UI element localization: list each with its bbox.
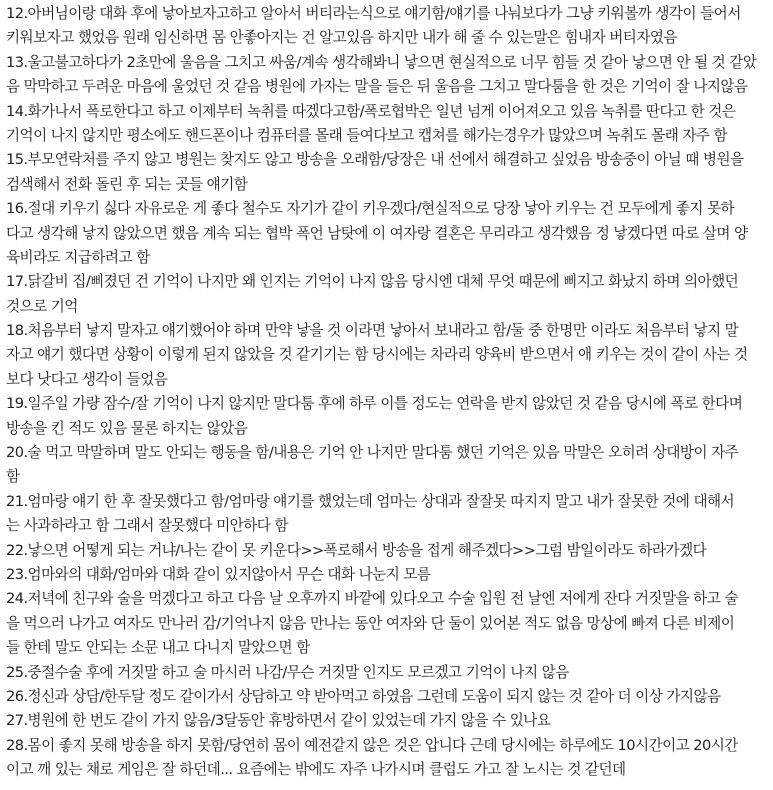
list-item <box>6 661 768 685</box>
item-text-line: 24.저녁에 친구와 술을 먹겠다고 하고 다음 날 오후까지 바깥에 있다오고 수술 입원 전 날엔 저에게 잔다 거짓말을 하고 술 <box>6 590 738 608</box>
item-text-line: 자고 얘기 했다면 상황이 이렇게 된지 않았을 것 같기기는 함 당시에는 차라리 양육비 받으면서 애 키우는 것이 같이 사는 것 <box>6 346 748 364</box>
item-text-line: 기억이 나지 않지만 평소에도 핸드폰이나 컴퓨터를 몰래 들여다보고 캡쳐를 해가는경우가 많았으며 녹취도 몰래 자주 함 <box>6 126 728 144</box>
item-text-line: 14.화가나서 폭로한다고 하고 이제부터 녹취를 따겠다고함/폭로협박은 일년 넘게 이어져오고 있음 녹취를 딴다고 한 것은 <box>6 102 736 120</box>
item-text-line: 19.일주일 가량 잠수/잘 기억이 나지 않지만 말다툼 후에 하루 이틀 정도는 연락을 받지 않았던 것 같음 당시에 폭로 한다며 <box>6 395 743 413</box>
item-text-line: 육비라도 지급하려고 함 <box>6 248 150 266</box>
item-text-line: 16.절대 키우기 싫다 자유로운 게 좋다 철수도 자기가 같이 키우겠다/현실적으로 당장 낳아 키우는 건 모두에게 좋지 못하 <box>6 200 735 218</box>
list-item <box>6 197 768 270</box>
item-text-line: 이고 깨 있는 채로 게임은 잘 하던데... 요즘에는 밖에도 자주 나가시며 클럽도 가고 잘 노시는 것 같던데 <box>6 761 626 779</box>
item-text-line: 검색해서 전화 돌린 후 되는 곳들 얘기함 <box>6 175 248 193</box>
list-item <box>6 148 768 197</box>
list-item <box>6 270 768 319</box>
list-item <box>6 563 768 587</box>
item-text-line: 26.정신과 상담/한두달 정도 같이가서 상담하고 약 받아먹고 하였음 그런데 도움이 되지 않는 것 같아 더 이상 가지않음 <box>6 687 721 705</box>
list-item <box>6 490 768 539</box>
item-text-line: 25.중절수술 후에 거짓말 하고 술 마시러 나감/무슨 거짓말 인지도 모르겠고 기억이 나지 않음 <box>6 663 569 681</box>
item-text-line: 18.처음부터 낳지 말자고 얘기했어야 하며 만약 낳을 것 이라면 낳아서 보내라고 함/둘 중 한명만 이라도 처음부터 낳지 말 <box>6 322 739 340</box>
list-item <box>6 51 768 100</box>
item-text-line: 는 사과하라고 함 그래서 잘못했다 미안하다 함 <box>6 517 288 535</box>
list-item <box>6 319 768 392</box>
item-text-line: 13.울고불고하다가 2초만에 울음을 그치고 싸움/계속 생각해봐니 낳으면 현실적으로 너무 힘들 것 같아 낳으면 안 될 것 같았 <box>6 53 757 71</box>
list-item <box>6 734 768 783</box>
item-text-line: 28.몸이 좋지 못해 방송을 하지 못함/당연히 몸이 예전같지 않은 것은 압니다 근데 당시에는 하루에도 10시간이고 20시간 <box>6 736 738 754</box>
document-body <box>6 2 768 783</box>
item-text-line: 을 먹으러 나가고 여자도 만나러 감/기억나지 않음 만나는 동안 여자와 단 둘이 있어본 적도 없음 망상에 빠져 다른 비제이 <box>6 614 735 632</box>
item-text-line: 20.술 먹고 막말하며 말도 안되는 행동을 함/내용은 기억 안 나지만 말다툼 했던 기억은 있음 막말은 오히려 상대방이 자주 <box>6 444 739 462</box>
item-text-line: 15.부모연락처를 주지 않고 병원는 찾지도 않고 방송을 오래함/당장은 내 선에서 해결하고 싶었음 방송중이 아닐 때 병원을 <box>6 151 744 169</box>
item-text-line: 22.낳으면 어떻게 되는 거냐/나는 같이 못 키운다>>폭로해서 방송을 접게 해주겠다>>그럼 밤일이라도 하라가겠다 <box>6 541 707 559</box>
list-item <box>6 2 768 51</box>
item-text-line: 다고 생각해 낳지 않았으면 했음 계속 되는 협박 폭언 남탓에 이 여자랑 결혼은 무리라고 생각했음 정 낳겠다면 따로 살며 양 <box>6 224 748 242</box>
item-text-line: 23.엄마와의 대화/엄마와 대화 같이 있지않아서 무슨 대화 나눈지 모름 <box>6 565 431 583</box>
item-text-line: 방송을 킨 적도 있음 물론 하지는 않았음 <box>6 419 248 437</box>
item-text-line: 키워보자고 했었음 원래 임신하면 몸 안좋아지는 건 알고있음 하지만 내가 해 줄 수 있는말은 힘내자 버티자였음 <box>6 29 677 47</box>
item-text-line: 27.병원에 한 번도 같이 가지 않음/3달동안 휴방하면서 같이 있었는데 가지 않을 수 있나요 <box>6 712 551 730</box>
item-text-line: 12.아버님이랑 대화 후에 낳아보자고하고 알아서 버티라는식으로 얘기함/얘기를 나눠보다가 그냥 키워볼까 생각이 들어서 <box>6 5 741 22</box>
item-text-line: 보다 낫다고 생각이 들었음 <box>6 370 168 388</box>
item-text-line: 것으로 기억 <box>6 297 78 315</box>
item-text-line: 음 막막하고 두려운 마음에 울었던 것 같음 병원에 가자는 말을 들은 뒤 울음을 그치고 말다툼을 한 것은 기억이 잘 나지않음 <box>6 78 748 96</box>
list-item <box>6 441 768 490</box>
list-item <box>6 392 768 441</box>
list-item <box>6 100 768 149</box>
item-text-line: 21.엄마랑 얘기 한 후 잘못했다고 함/엄마랑 얘기를 했었는데 엄마는 상대과 잘잘못 따지지 말고 내가 잘못한 것에 대해서 <box>6 492 735 510</box>
item-text-line: 17.닭갈비 집/삐졌던 건 기억이 나지만 왜 인지는 기억이 나지 않음 당시엔 대체 무엇 때문에 삐지고 화났지 하며 의아했던 <box>6 273 739 291</box>
item-text-line: 함 <box>6 468 20 486</box>
list-item <box>6 539 768 563</box>
list-item <box>6 709 768 733</box>
list-item <box>6 587 768 660</box>
list-item <box>6 685 768 709</box>
item-text-line: 들 한테 말도 안되는 소문 내고 다니지 말았으면 함 <box>6 639 310 657</box>
